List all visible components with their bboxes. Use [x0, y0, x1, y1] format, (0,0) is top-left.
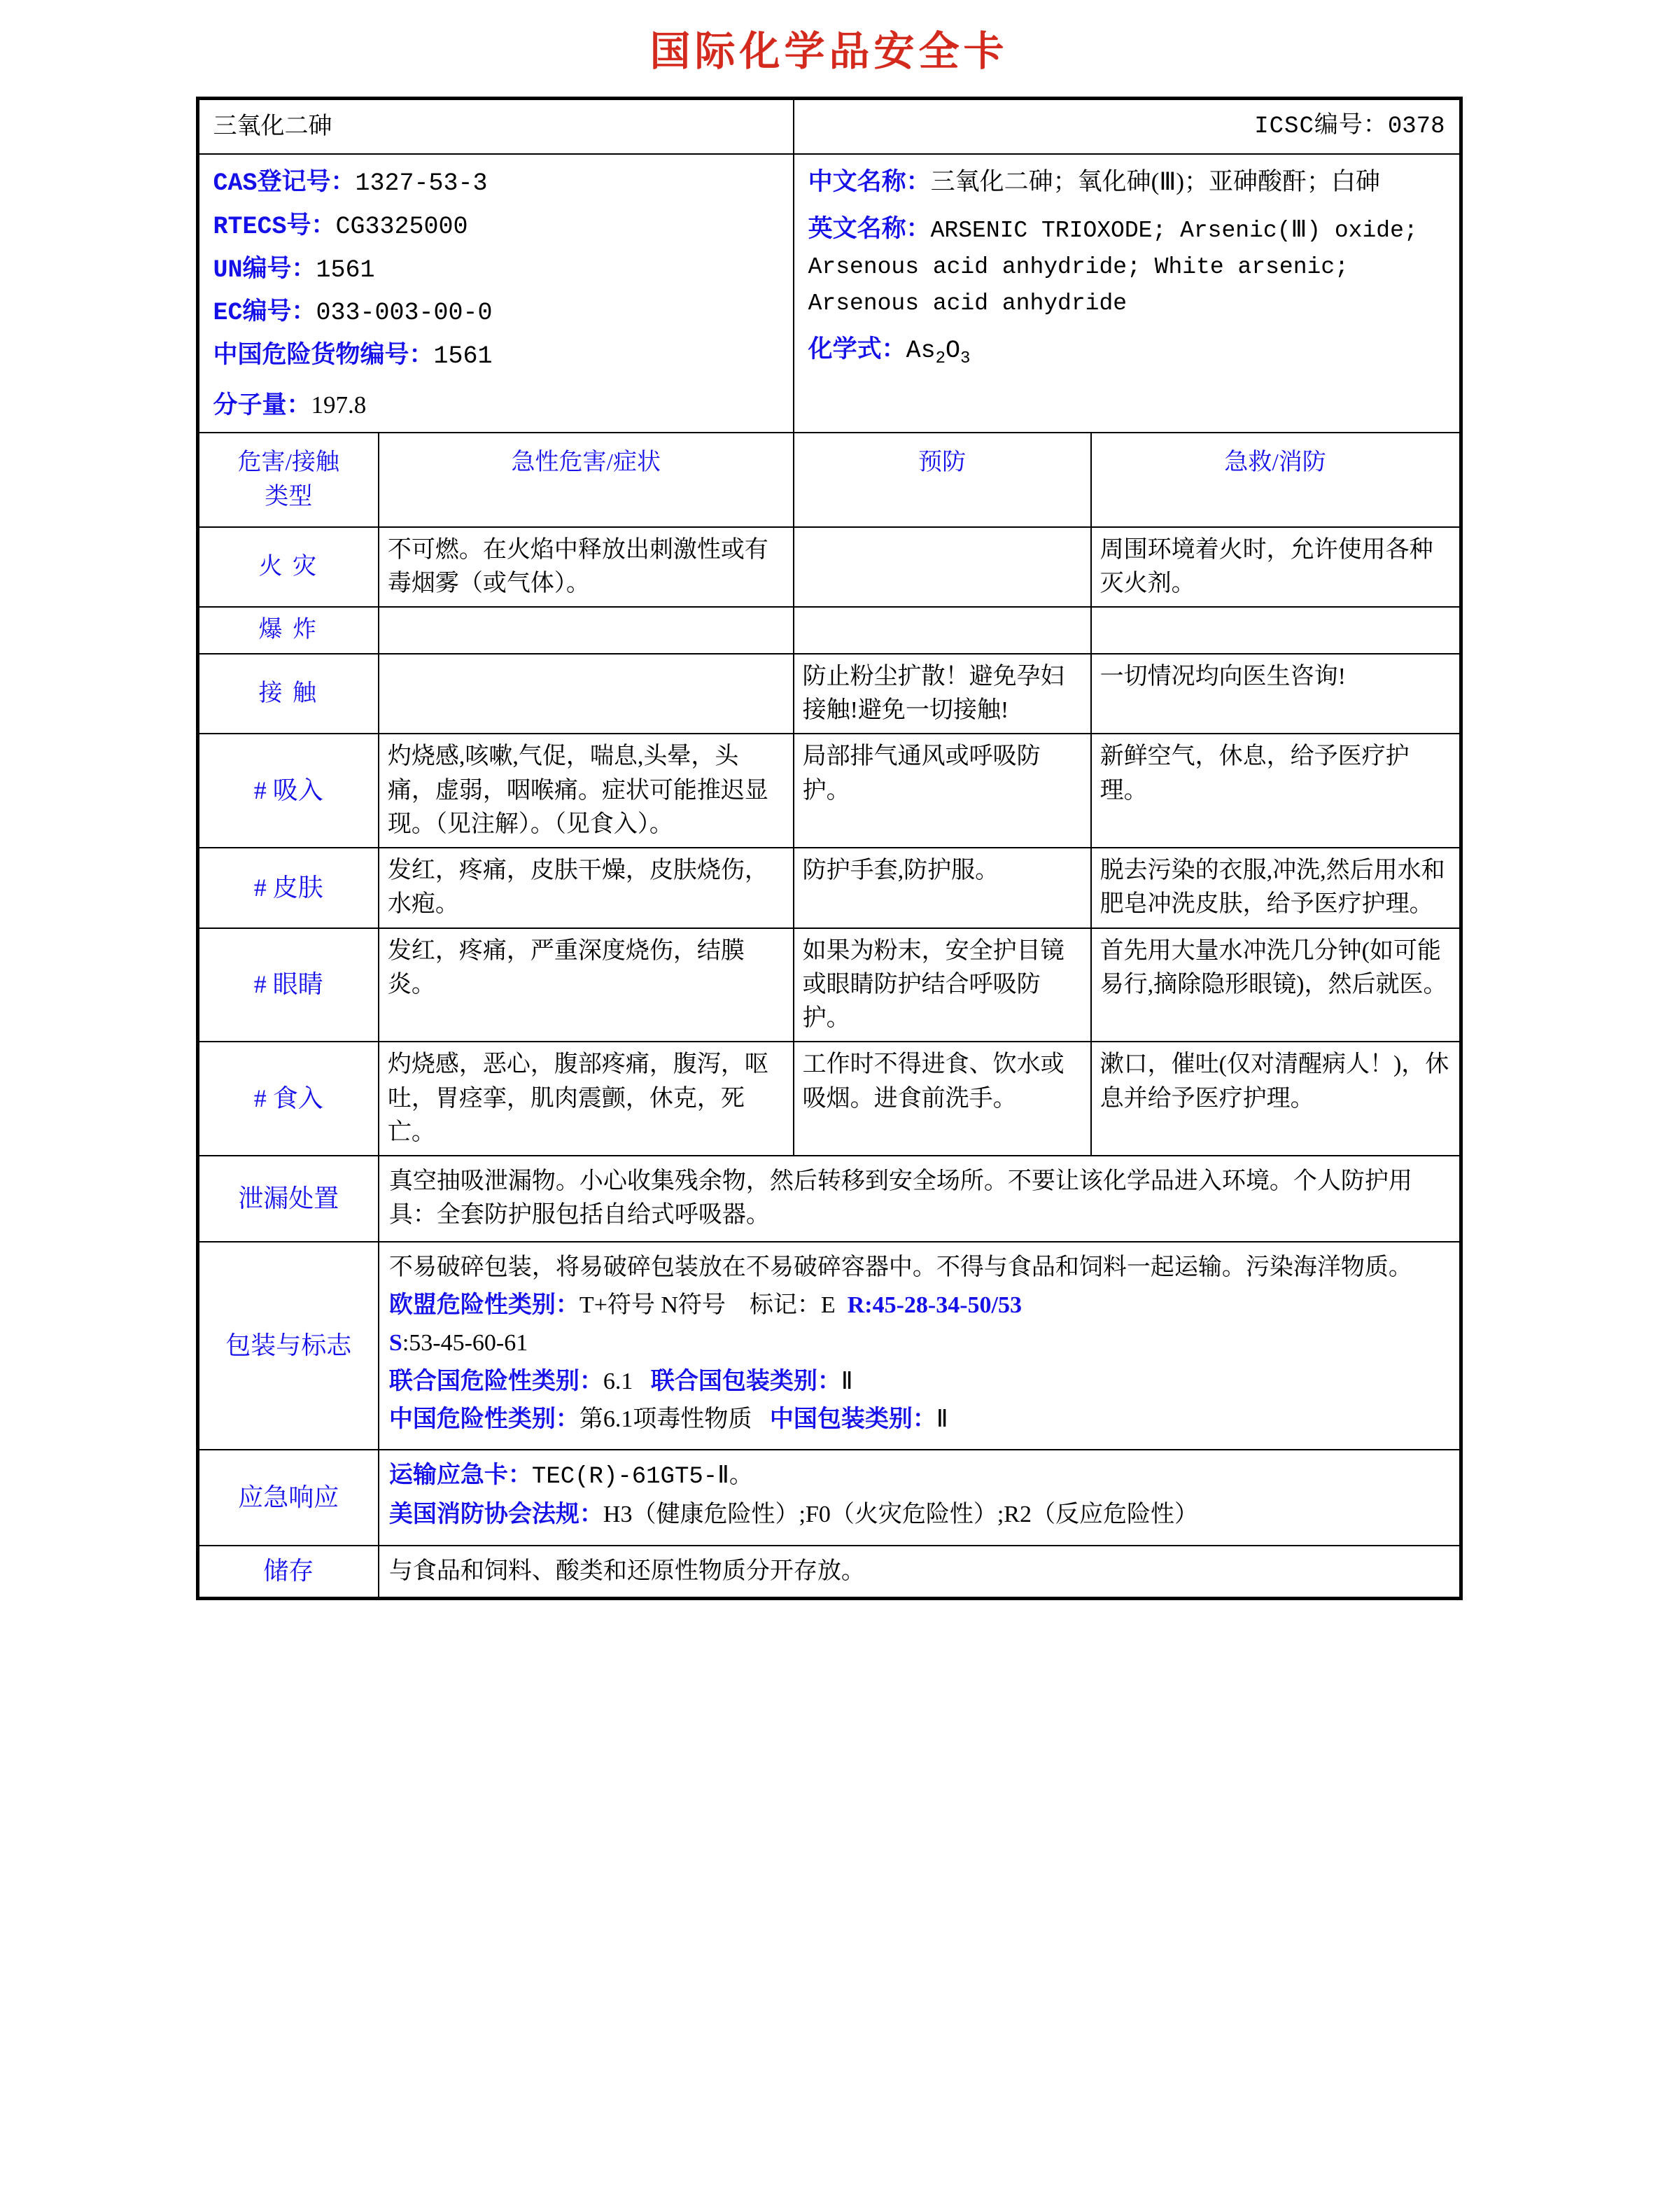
icsc-number-cell	[794, 99, 1460, 154]
cas-value: 1327-53-3	[355, 169, 488, 198]
row-label-exposure: 接 触	[199, 654, 379, 734]
cn-class-value: 第6.1项毒性物质	[579, 1406, 752, 1432]
row-eyes-firstaid: 首先用大量水冲洗几分钟(如可能易行,摘除隐形眼镜)，然后就医。	[1091, 928, 1460, 1042]
formula-line	[808, 332, 1445, 372]
transport-card-line	[389, 1459, 1449, 1494]
row-exposure-prevention: 防止粉尘扩散！避免孕妇接触!避免一切接触!	[794, 654, 1091, 734]
cn-danger-line	[213, 337, 779, 374]
row-inhalation-prevention: 局部排气通风或呼吸防护。	[794, 734, 1091, 848]
names-list	[794, 154, 1460, 433]
col-hazard-type-line2: 类型	[265, 483, 313, 510]
table-row	[199, 607, 1460, 653]
icsc-label: ICSC编号：	[1254, 113, 1388, 140]
un-value: 1561	[316, 255, 375, 284]
row-fire-firstaid: 周围环境着火时，允许使用各种灭火剂。	[1091, 527, 1460, 608]
row-ingestion-firstaid: 漱口，催吐(仅对清醒病人！)，休息并给予医疗护理。	[1091, 1042, 1460, 1156]
cn-name-value: 三氧化二砷；氧化砷(Ⅲ)；亚砷酸酐；白砷	[930, 168, 1381, 196]
col-firstaid: 急救/消防	[1091, 433, 1460, 527]
nfpa-line	[389, 1498, 1449, 1532]
storage-text: 与食品和饲料、酸类和还原性物质分开存放。	[379, 1546, 1460, 1597]
row-label-fire: 火 灾	[199, 527, 379, 608]
identifier-block-row	[199, 154, 1460, 433]
row-inhalation-firstaid: 新鲜空气，休息，给予医疗护理。	[1091, 734, 1460, 848]
row-eyes-prevention: 如果为粉末，安全护目镜或眼睛防护结合呼吸防护。	[794, 928, 1091, 1042]
un-label: UN编号：	[213, 255, 316, 284]
col-hazard-type	[199, 433, 379, 527]
row-exposure-acute	[379, 654, 794, 734]
row-explosion-acute	[379, 607, 794, 653]
packaging-eu-line	[389, 1289, 1449, 1322]
table-row	[199, 527, 1460, 608]
spill-text: 真空抽吸泄漏物。小心收集残余物，然后转移到安全场所。不要让该化学品进入环境。个人防护用具：全套防护服包括自给式呼吸器。	[379, 1156, 1460, 1242]
packaging-s-line	[389, 1326, 1449, 1360]
icsc-value: 0378	[1387, 113, 1445, 140]
table-row	[199, 848, 1460, 928]
formula-sub-3: 3	[960, 349, 971, 368]
mw-line	[213, 388, 779, 423]
rtecs-label: RTECS号：	[213, 212, 336, 241]
rtecs-value: CG3325000	[335, 212, 468, 241]
mw-value: 197.8	[311, 391, 367, 419]
packaging-line1: 不易破碎包装，将易破碎包装放在不易破碎容器中。不得与食品和饲料一起运输。污染海洋物质。	[388, 1254, 1412, 1280]
packaging-content	[379, 1242, 1460, 1450]
row-fire-prevention	[794, 527, 1091, 608]
col-prevention: 预防	[794, 433, 1091, 527]
substance-name: 三氧化二砷	[199, 99, 794, 154]
mw-label: 分子量：	[213, 391, 311, 419]
un-line	[213, 251, 779, 288]
transport-card-label: 运输应急卡：	[388, 1462, 532, 1489]
storage-row	[199, 1546, 1460, 1597]
formula-mid: O	[946, 336, 961, 365]
table-row	[199, 734, 1460, 848]
r-phrases: R:45-28-34-50/53	[847, 1292, 1022, 1318]
row-label-eyes: # 眼睛	[199, 928, 379, 1042]
col-hazard-type-line1: 危害/接触	[237, 449, 339, 476]
un-pack-value: Ⅱ	[841, 1368, 853, 1394]
cas-label: CAS登记号：	[213, 169, 356, 198]
eu-class-label: 欧盟危险性类别：	[388, 1292, 579, 1318]
row-label-explosion: 爆 炸	[199, 607, 379, 653]
row-skin-firstaid: 脱去污染的衣服,冲洗,然后用水和肥皂冲洗皮肤，给予医疗护理。	[1091, 848, 1460, 928]
nfpa-label: 美国消防协会法规：	[388, 1502, 603, 1528]
nfpa-value: H3（健康危险性）;F0（火灾危险性）;R2（反应危险性）	[603, 1502, 1198, 1528]
formula-sub-2: 2	[935, 349, 946, 368]
un-class-label: 联合国危险性类别：	[388, 1368, 603, 1394]
en-name-line	[808, 211, 1445, 321]
cn-pack-label: 中国包装类别：	[769, 1406, 936, 1432]
packaging-cn-line	[389, 1403, 1449, 1436]
row-inhalation-acute: 灼烧感,咳嗽,气促，喘息,头晕，头痛，虚弱，咽喉痛。症状可能推迟显现。（见注解）。（见食入）。	[379, 734, 794, 848]
packaging-row	[199, 1242, 1460, 1450]
row-label-inhalation: # 吸入	[199, 734, 379, 848]
row-ingestion-acute: 灼烧感，恶心，腹部疼痛，腹泻，呕吐，胃痉挛，肌肉震颤，休克，死亡。	[379, 1042, 794, 1156]
identifier-list	[199, 154, 794, 433]
row-explosion-firstaid	[1091, 607, 1460, 653]
ec-label: EC编号：	[213, 299, 316, 328]
ec-value: 033-003-00-0	[316, 299, 493, 328]
emergency-content	[379, 1450, 1460, 1546]
eu-class-value: T+符号 N符号 标记：E	[579, 1292, 836, 1318]
col-acute: 急性危害/症状	[379, 433, 794, 527]
emergency-row	[199, 1450, 1460, 1546]
en-name-value: ARSENIC TRIOXODE; Arsenic(Ⅲ) oxide; Arsenous acid anhydride; White arsenic; Arsenous acid anhydride	[808, 218, 1418, 316]
un-pack-label: 联合国包装类别：	[650, 1368, 841, 1394]
row-explosion-prevention	[794, 607, 1091, 653]
row-eyes-acute: 发红，疼痛，严重深度烧伤，结膜炎。	[379, 928, 794, 1042]
row-skin-acute: 发红，疼痛，皮肤干燥，皮肤烧伤，水疱。	[379, 848, 794, 928]
cas-line	[213, 164, 779, 202]
row-label-spill: 泄漏处置	[199, 1156, 379, 1242]
document-page	[0, 18, 1658, 1600]
table-row	[199, 654, 1460, 734]
cn-danger-label: 中国危险货物编号：	[213, 341, 434, 369]
row-label-storage: 储存	[199, 1546, 379, 1597]
table-row	[199, 928, 1460, 1042]
row-exposure-firstaid: 一切情况均向医生咨询!	[1091, 654, 1460, 734]
row-label-ingestion: # 食入	[199, 1042, 379, 1156]
cn-name-line	[808, 164, 1445, 200]
transport-card-value: TEC(R)-61GT5-Ⅱ。	[531, 1464, 753, 1491]
formula-label: 化学式：	[808, 335, 906, 363]
cn-danger-value: 1561	[433, 342, 493, 371]
column-header-row	[199, 433, 1460, 527]
cn-pack-value: Ⅱ	[936, 1406, 948, 1432]
rtecs-line	[213, 208, 779, 245]
row-skin-prevention: 防护手套,防护服。	[794, 848, 1091, 928]
spill-row	[199, 1156, 1460, 1242]
table-row	[199, 1042, 1460, 1156]
formula-main: As	[906, 336, 936, 365]
page-title: 国际化学品安全卡	[649, 29, 1009, 74]
en-name-label: 英文名称：	[808, 215, 931, 243]
icsc-card	[196, 97, 1463, 1600]
s-phrases-label: S	[388, 1330, 402, 1357]
row-fire-acute: 不可燃。在火焰中释放出刺激性或有毒烟雾（或气体）。	[379, 527, 794, 608]
packaging-un-line	[389, 1365, 1449, 1399]
cn-class-label: 中国危险性类别：	[388, 1406, 579, 1432]
row-label-emergency: 应急响应	[199, 1450, 379, 1546]
row-label-skin: # 皮肤	[199, 848, 379, 928]
un-class-value: 6.1	[603, 1368, 633, 1394]
cn-name-label: 中文名称：	[808, 168, 931, 196]
header-row	[199, 99, 1460, 154]
row-label-packaging: 包装与标志	[199, 1242, 379, 1450]
icsc-table	[198, 99, 1461, 1598]
ec-line	[213, 294, 779, 331]
row-ingestion-prevention: 工作时不得进食、饮水或吸烟。进食前洗手。	[794, 1042, 1091, 1156]
s-phrases-value: :53-45-60-61	[402, 1330, 528, 1357]
